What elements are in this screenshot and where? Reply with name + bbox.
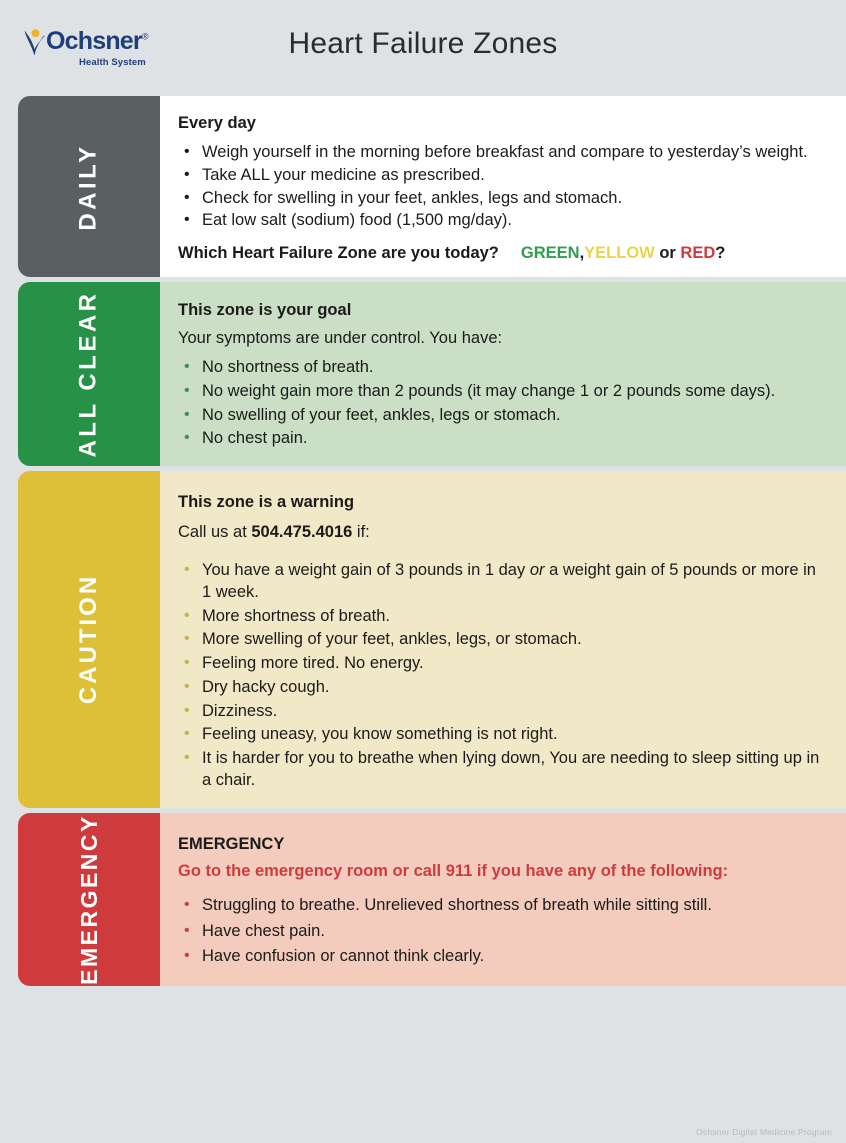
zone-caution-items: [182, 560, 828, 792]
list-item: • No shortness of breath.: [182, 357, 828, 379]
zone-all-clear-subtext: Your symptoms are under control. You have:: [178, 329, 503, 348]
footer-credit: Ochsner Digital Medicine Program: [696, 1127, 832, 1137]
list-item: • Check for swelling in your feet, ankles, legs and stomach.: [182, 188, 828, 210]
ochsner-wordmark: Ochsner®: [46, 27, 148, 55]
zone-emergency-tab: [18, 813, 160, 986]
zone-daily-items: [182, 142, 828, 232]
zone-caution-tab: [18, 471, 160, 808]
page-header: [0, 0, 846, 96]
zone-emergency-items: [182, 895, 828, 968]
zone-keyword-red: RED: [680, 244, 716, 263]
zone-question-line: [178, 244, 828, 263]
list-item: • Have confusion or cannot think clearly.: [182, 946, 828, 968]
zone-caution-call-line: [178, 523, 828, 542]
list-item: • Have chest pain.: [182, 921, 828, 943]
ochsner-tagline: Health System: [79, 57, 146, 68]
zone-keyword-yellow: YELLOW: [584, 244, 655, 263]
list-item: • Weigh yourself in the morning before breakfast and compare to yesterday’s weight.: [182, 142, 828, 164]
zone-keyword-green: GREEN: [520, 244, 580, 263]
item-text-italic: or: [529, 561, 545, 580]
zone-all-clear-tab: [18, 282, 160, 466]
list-item: • Eat low salt (sodium) food (1,500 mg/day).: [182, 210, 828, 232]
zone-emergency-tab-label: EMERGENCY: [75, 814, 102, 985]
list-item: • Dry hacky cough.: [182, 677, 828, 699]
list-item: • Struggling to breathe. Unrelieved shortness of breath while sitting still.: [182, 895, 828, 917]
item-text-pre: You have a weight gain of 3 pounds in 1 day: [202, 561, 530, 580]
page-title: Heart Failure Zones: [288, 27, 558, 60]
page-footer: [0, 1115, 846, 1143]
list-item: [182, 560, 828, 604]
list-item: • No weight gain more than 2 pounds (it may change 1 or 2 pounds some days).: [182, 381, 828, 403]
zone-daily-tab-label: DAILY: [74, 142, 102, 231]
zone-daily-body: [160, 96, 846, 277]
list-item: • It is harder for you to breathe when lying down, You are needing to sleep sitting up in a chair.: [182, 748, 828, 792]
zone-question-mark: ?: [715, 244, 726, 263]
list-item: • Feeling uneasy, you know something is not right.: [182, 724, 828, 746]
item-text-post: a weight gain of 5 pounds or more in 1 week.: [202, 561, 816, 601]
list-item: • No chest pain.: [182, 428, 828, 450]
list-item: • No swelling of your feet, ankles, legs or stomach.: [182, 405, 828, 427]
zone-caution-heading: This zone is a warning: [178, 493, 355, 512]
zone-question-or: or: [654, 244, 681, 263]
zone-daily-heading: Every day: [178, 114, 256, 132]
zone-all-clear-tab-label: ALL CLEAR: [75, 290, 102, 458]
zone-daily-tab: [18, 96, 160, 277]
zone-question-prompt: Which Heart Failure Zone are you today?: [178, 244, 499, 263]
zone-daily: [0, 96, 846, 277]
zone-caution-body: [160, 471, 846, 808]
zone-all-clear: [0, 282, 846, 466]
zone-caution: [0, 471, 846, 808]
zone-list: [0, 96, 846, 986]
list-item: • Take ALL your medicine as prescribed.: [182, 165, 828, 187]
zone-all-clear-items: [182, 357, 828, 450]
zone-emergency-heading: EMERGENCY: [178, 834, 285, 853]
call-us-prefix: Call us at: [178, 523, 252, 542]
zone-caution-tab-label: CAUTION: [74, 574, 102, 705]
zone-all-clear-heading: This zone is your goal: [178, 301, 352, 320]
zone-emergency-warning: Go to the emergency room or call 911 if you have any of the following:: [178, 861, 729, 880]
list-item: • Feeling more tired. No energy.: [182, 653, 828, 675]
registered-mark: ®: [141, 31, 148, 42]
zone-emergency-body: [160, 813, 846, 986]
call-us-suffix: if:: [352, 523, 370, 542]
list-item: • Dizziness.: [182, 701, 828, 723]
caution-phone-number: 504.475.4016: [251, 523, 353, 542]
zone-question-comma: ,: [579, 244, 585, 263]
list-item: • More shortness of breath.: [182, 606, 828, 628]
zone-all-clear-body: [160, 282, 846, 466]
zone-emergency: [0, 813, 846, 986]
list-item: • More swelling of your feet, ankles, legs, or stomach.: [182, 629, 828, 651]
